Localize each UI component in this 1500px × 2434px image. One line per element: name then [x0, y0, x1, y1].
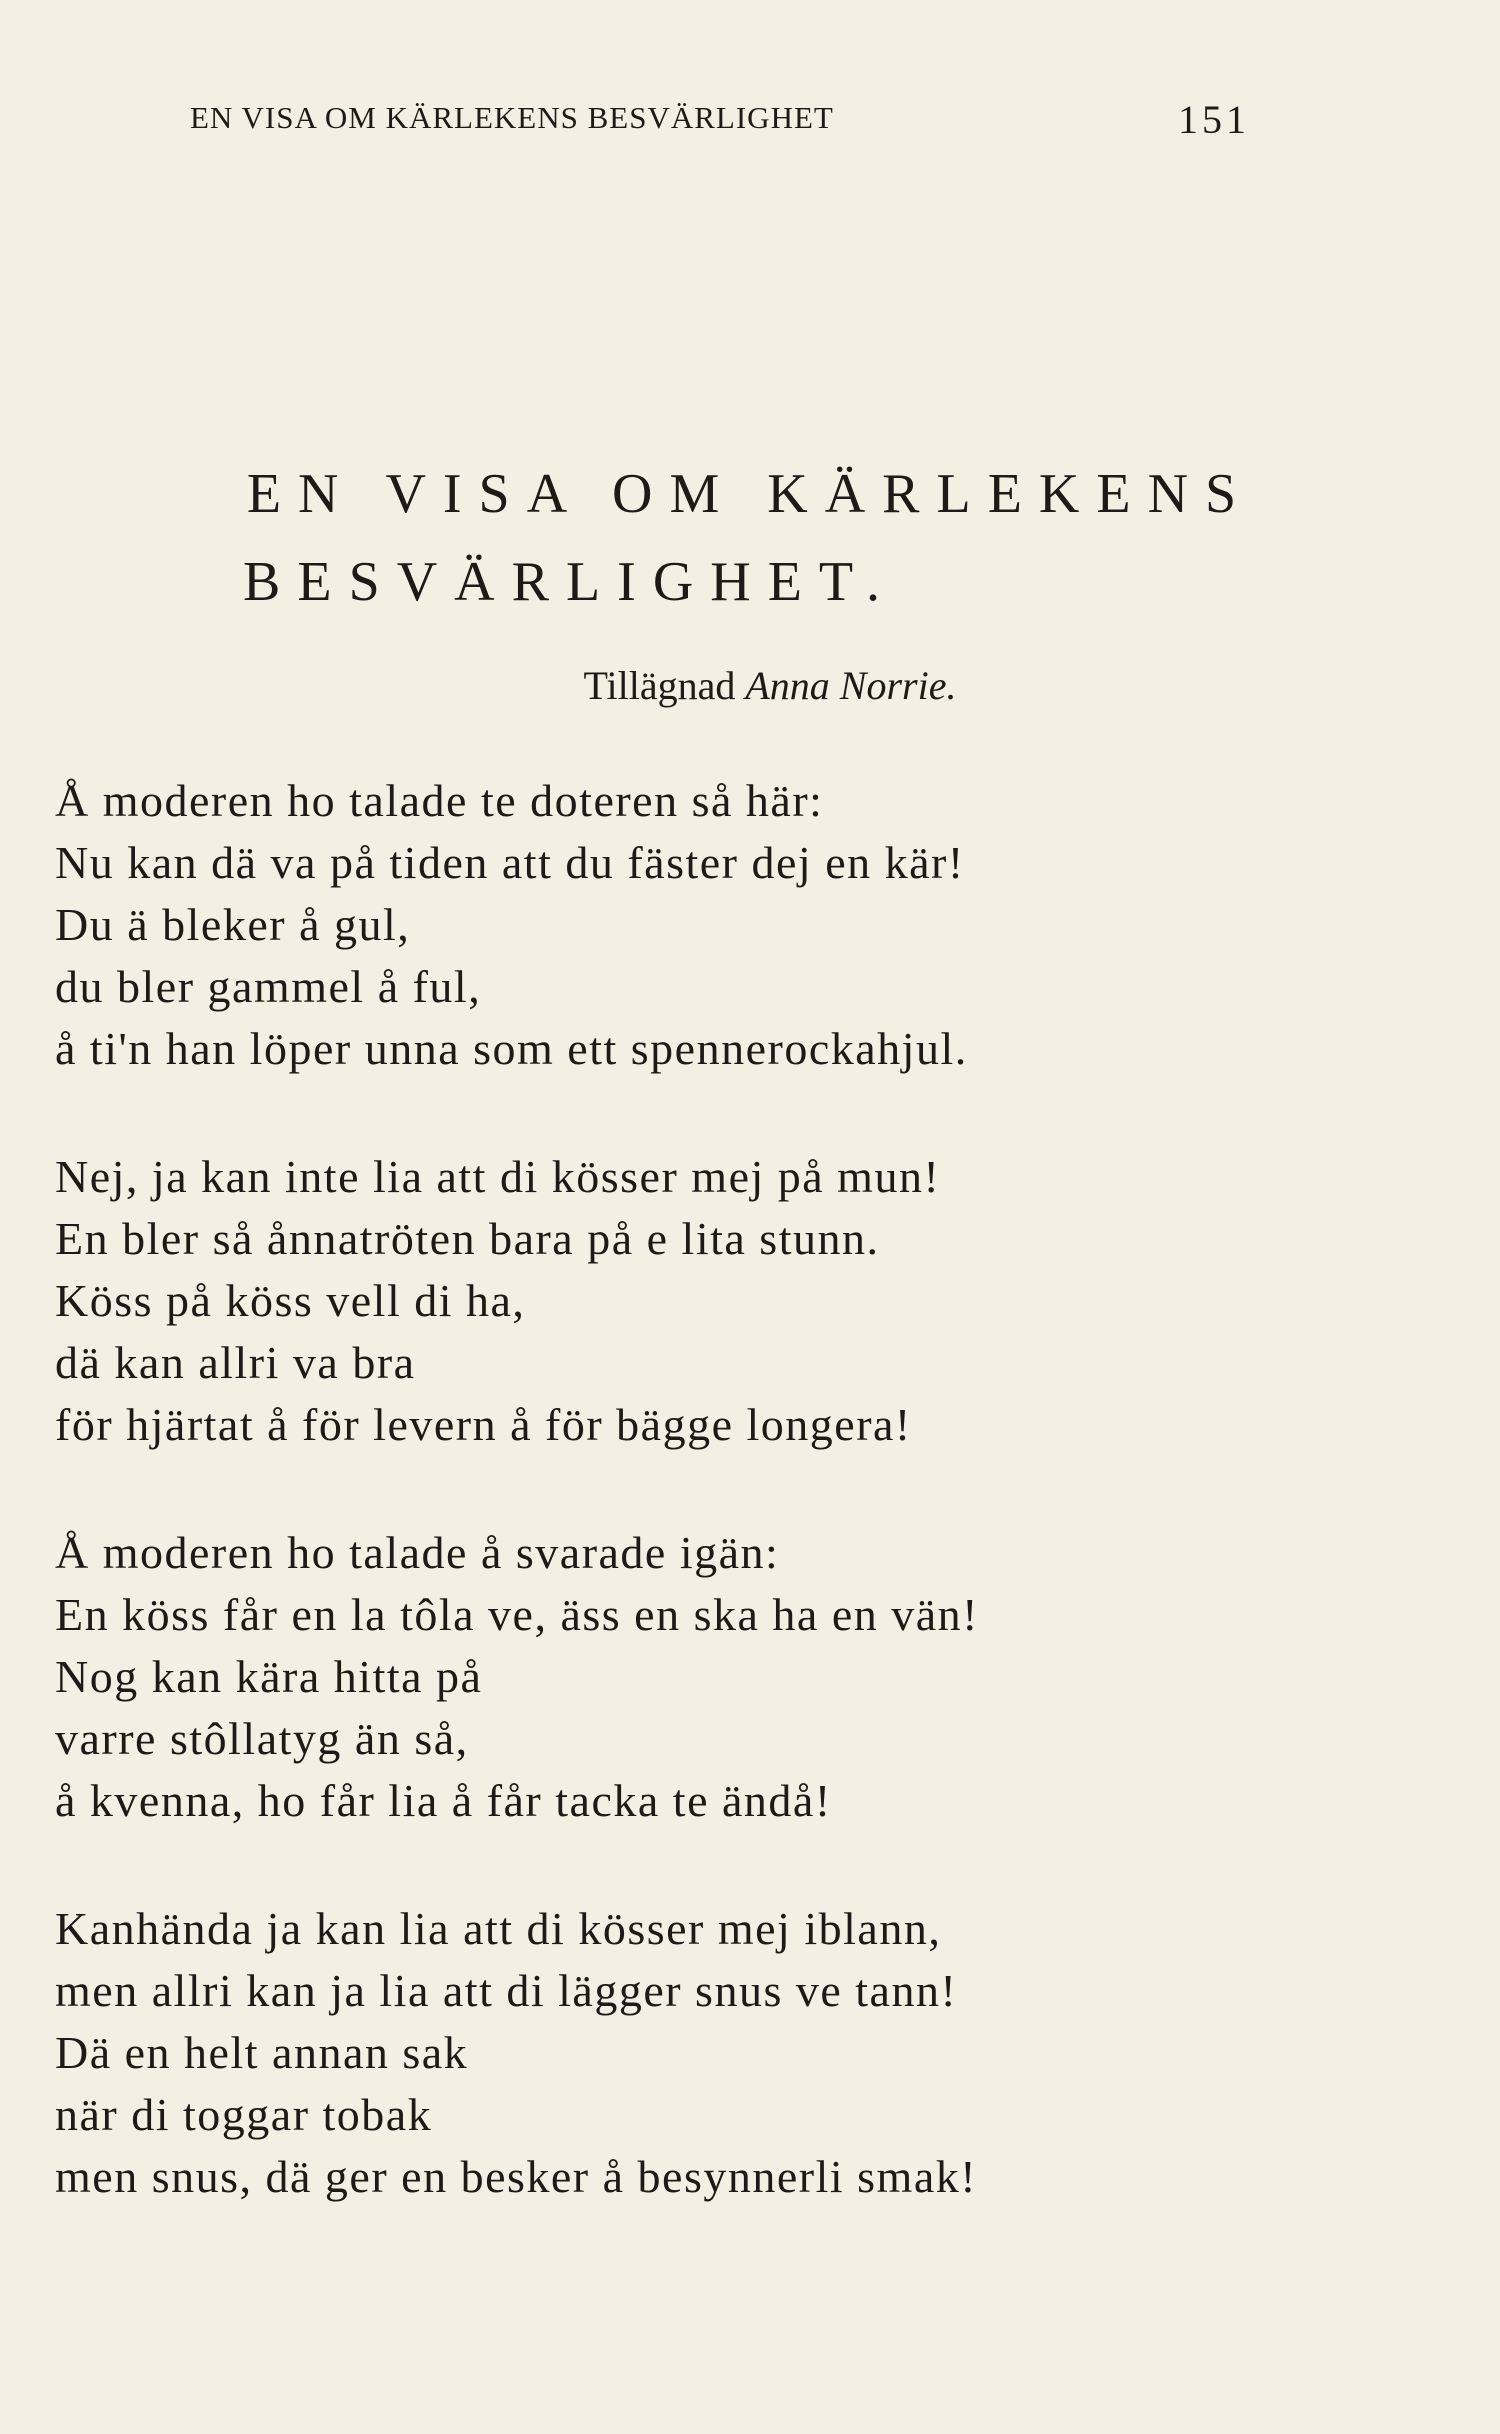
page-number: 151 [1178, 97, 1250, 142]
running-title: EN VISA OM KÄRLEKENS BESVÄRLIGHET [190, 100, 834, 135]
verse-line: men allri kan ja lia att di lägger snus ve tann! [55, 1965, 958, 2016]
verse-line: Nog kan kära hitta på [55, 1651, 483, 1702]
verse-line: för hjärtat å för levern å för bägge longera! [55, 1399, 912, 1450]
verse-line: Dä en helt annan sak [55, 2027, 469, 2078]
stanza-3 [55, 1522, 1455, 1832]
verse-line: Å moderen ho talade å svarade igän: [55, 1527, 780, 1578]
running-header [190, 97, 1250, 150]
poem-title-line-2: BESVÄRLIGHET. [243, 551, 897, 613]
verse-line: men snus, dä ger en besker å besynnerli smak! [55, 2151, 978, 2202]
verse-line: dä kan allri va bra [55, 1337, 416, 1388]
verse-line: Kanhända ja kan lia att di kösser mej iblann, [55, 1903, 942, 1954]
verse-line: å kvenna, ho får lia å får tacka te ändå! [55, 1775, 832, 1826]
stanza-1 [55, 770, 1455, 1080]
dedication-prefix: Tillägnad [583, 663, 736, 708]
dedication [0, 662, 1500, 709]
poem-body [55, 770, 1455, 2274]
verse-line: Du ä bleker å gul, [55, 899, 411, 950]
verse-line: En köss får en la tôla ve, äss en ska ha en vän! [55, 1589, 979, 1640]
verse-line: du bler gammel å ful, [55, 961, 482, 1012]
verse-line: å ti'n han löper unna som ett spennerockahjul. [55, 1023, 968, 1074]
verse-line: Nu kan dä va på tiden att du fäster dej en kär! [55, 837, 965, 888]
dedication-name: Anna Norrie. [745, 663, 957, 708]
verse-line: varre stôllatyg än så, [55, 1713, 469, 1764]
poem-title-line-1: EN VISA OM KÄRLEKENS [246, 463, 1254, 525]
stanza-4 [55, 1898, 1455, 2208]
verse-line: när di toggar tobak [55, 2089, 433, 2140]
verse-line: En bler så ånnatröten bara på e lita stunn. [55, 1213, 880, 1264]
verse-line: Köss på köss vell di ha, [55, 1275, 526, 1326]
stanza-2 [55, 1146, 1455, 1456]
verse-line: Å moderen ho talade te doteren så här: [55, 775, 824, 826]
verse-line: Nej, ja kan inte lia att di kösser mej på mun! [55, 1151, 941, 1202]
